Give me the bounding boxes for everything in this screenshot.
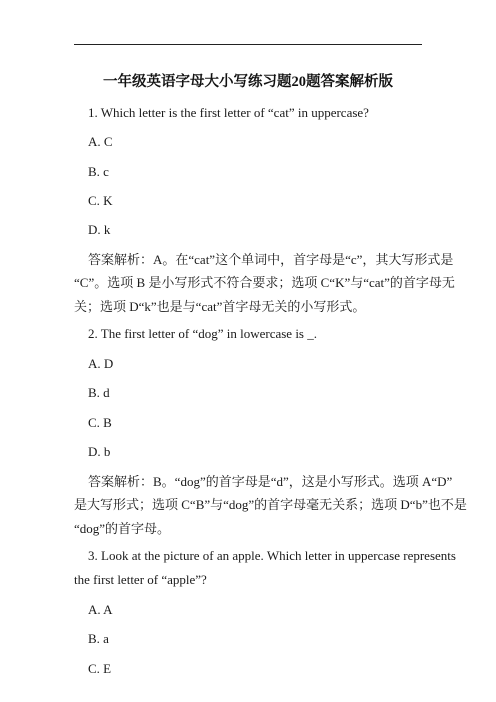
question-1-stem: 1. Which letter is the first letter of “cat” in uppercase? [88,105,369,120]
header-rule [74,44,422,45]
question-3-option-c: C. E [88,661,112,676]
question-2-option-a: A. D [88,356,114,371]
question-3-stem-line-1: 3. Look at the picture of an apple. Which letter in uppercase represents [88,548,456,563]
question-2-analysis-line-3: “dog”的首字母。 [74,521,171,536]
question-3-stem-line-2: the first letter of “apple”? [74,572,207,587]
question-3-option-a: A. A [88,602,113,617]
question-3-option-b: B. a [88,631,109,646]
question-2-analysis-line-2: 是大写形式；选项 C“B”与“dog”的首字母毫无关系；选项 D“b”也不是 [74,497,467,512]
question-1-option-b: B. c [88,164,109,179]
question-1-option-d: D. k [88,222,111,237]
question-2-option-b: B. d [88,385,110,400]
question-2-stem: 2. The first letter of “dog” in lowercase is _. [88,326,317,341]
question-2-analysis-line-1: 答案解析：B。“dog”的首字母是“d”，这是小写形式。选项 A“D” [88,474,453,489]
question-1-analysis-line-3: 关；选项 D“k”也是与“cat”首字母无关的小写形式。 [74,299,366,314]
document-title: 一年级英语字母大小写练习题20题答案解析版 [103,74,393,90]
question-1-option-c: C. K [88,193,113,208]
question-1-analysis-line-2: “C”。选项 B 是小写形式不符合要求；选项 C“K”与“cat”的首字母无 [74,275,455,290]
question-1-analysis-line-1: 答案解析：A。在“cat”这个单词中，首字母是“c”，其大写形式是 [88,252,454,267]
question-1-option-a: A. C [88,134,113,149]
question-2-option-d: D. b [88,444,111,459]
question-2-option-c: C. B [88,415,112,430]
